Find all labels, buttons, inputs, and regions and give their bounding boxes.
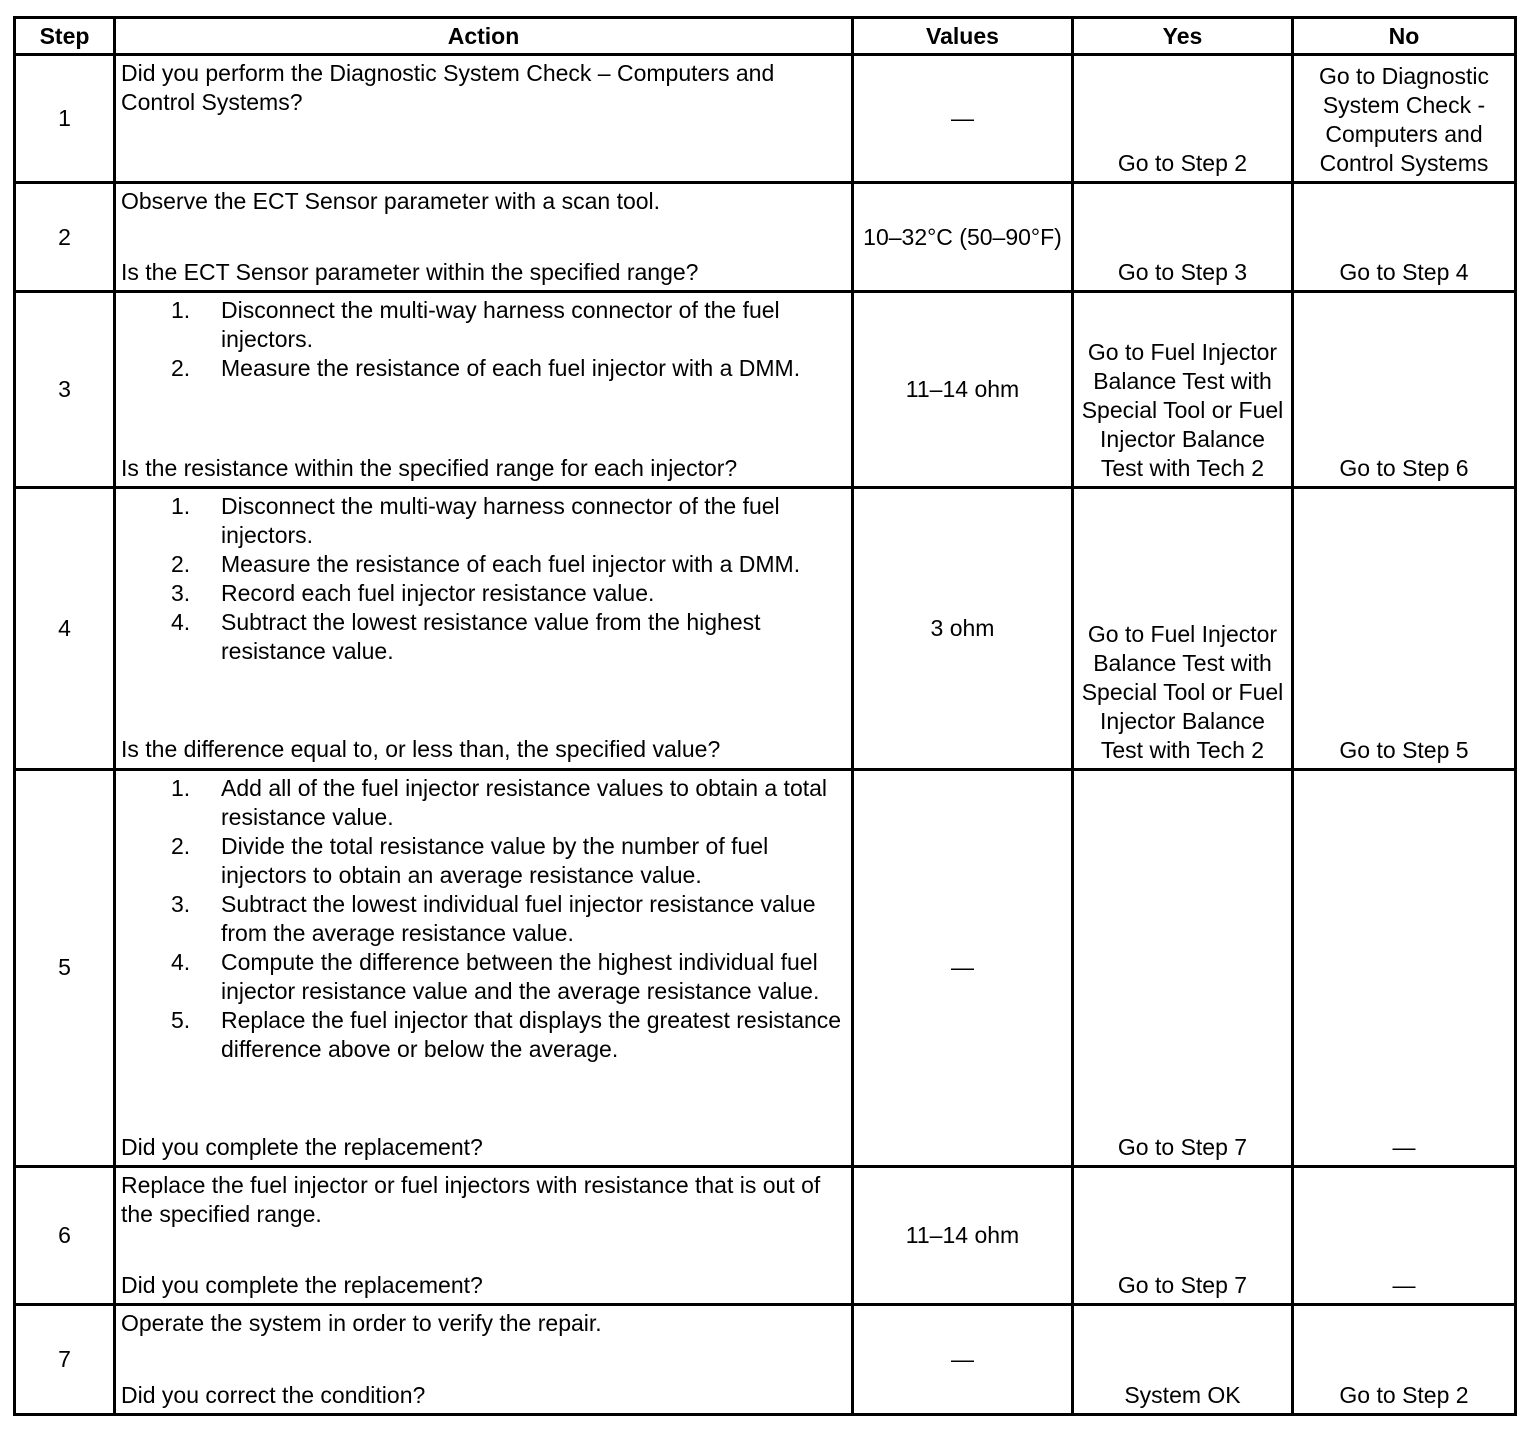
- diagnostic-table: [13, 16, 1517, 1416]
- action-cell: [115, 1166, 853, 1304]
- yes-cell: Go to Step 2: [1073, 55, 1293, 183]
- header-action: Action: [115, 18, 853, 55]
- step-number: 1: [15, 55, 115, 183]
- list-item: 1. Disconnect the multi-way harness connector of the fuel injectors.: [171, 297, 780, 353]
- values-cell: 11–14 ohm: [853, 1166, 1073, 1304]
- list-item: 2. Measure the resistance of each fuel injector with a DMM.: [171, 355, 801, 382]
- action-cell: [115, 183, 853, 292]
- yes-cell: Go to Step 7: [1073, 1166, 1293, 1304]
- no-cell: Go to Step 4: [1293, 183, 1516, 292]
- step-number: 4: [15, 488, 115, 769]
- action-text: Replace the fuel injector or fuel injectors with resistance that is out of the specified range.: [121, 1171, 821, 1227]
- header-row: [15, 18, 1516, 55]
- yes-cell: Go to Fuel Injector Balance Test with Special Tool or Fuel Injector Balance Test with Tech 2: [1073, 292, 1293, 488]
- list-item: 3. Subtract the lowest individual fuel injector resistance value from the average resistance value.: [171, 890, 816, 946]
- action-question: Did you complete the replacement?: [121, 1271, 483, 1298]
- no-cell: Go to Diagnostic System Check - Computers and Control Systems: [1293, 55, 1516, 183]
- list-item: 1. Disconnect the multi-way harness connector of the fuel injectors.: [171, 493, 780, 549]
- action-cell: [115, 55, 853, 183]
- table-row: [15, 769, 1516, 1166]
- list-item: 1. Add all of the fuel injector resistance values to obtain a total resistance value.: [171, 774, 828, 830]
- no-cell: Go to Step 2: [1293, 1304, 1516, 1414]
- header-yes: Yes: [1073, 18, 1293, 55]
- action-cell: [115, 292, 853, 488]
- values-cell: —: [853, 769, 1073, 1166]
- action-steps-list: [121, 774, 846, 1064]
- values-cell: —: [853, 55, 1073, 183]
- yes-cell: Go to Step 3: [1073, 183, 1293, 292]
- list-item: 3. Record each fuel injector resistance value.: [171, 580, 655, 607]
- action-cell: [115, 1304, 853, 1414]
- step-number: 7: [15, 1304, 115, 1414]
- values-cell: 10–32°C (50–90°F): [853, 183, 1073, 292]
- table-row: [15, 488, 1516, 769]
- action-cell: [115, 488, 853, 769]
- list-item: 4. Subtract the lowest resistance value from the highest resistance value.: [171, 609, 761, 665]
- action-cell: [115, 769, 853, 1166]
- header-no: No: [1293, 18, 1516, 55]
- list-item: 2. Divide the total resistance value by the number of fuel injectors to obtain an average resistance value.: [171, 832, 769, 888]
- action-question: Is the resistance within the specified range for each injector?: [121, 455, 738, 482]
- list-item: 2. Measure the resistance of each fuel injector with a DMM.: [171, 551, 801, 578]
- yes-cell: Go to Fuel Injector Balance Test with Special Tool or Fuel Injector Balance Test with Tech 2: [1073, 488, 1293, 769]
- action-steps-list: [121, 296, 846, 383]
- action-question: Did you complete the replacement?: [121, 1133, 483, 1160]
- table-row: [15, 183, 1516, 292]
- step-number: 3: [15, 292, 115, 488]
- action-steps-list: [121, 492, 846, 666]
- yes-cell: Go to Step 7: [1073, 769, 1293, 1166]
- step-number: 5: [15, 769, 115, 1166]
- no-cell: —: [1293, 1166, 1516, 1304]
- values-cell: 11–14 ohm: [853, 292, 1073, 488]
- yes-cell: System OK: [1073, 1304, 1293, 1414]
- action-question: Is the ECT Sensor parameter within the specified range?: [121, 259, 699, 286]
- step-number: 6: [15, 1166, 115, 1304]
- table-row: [15, 1166, 1516, 1304]
- header-step: Step: [15, 18, 115, 55]
- header-values: Values: [853, 18, 1073, 55]
- list-item: 4. Compute the difference between the highest individual fuel injector resistance value and the average resistance value.: [171, 948, 820, 1004]
- no-cell: —: [1293, 769, 1516, 1166]
- values-cell: —: [853, 1304, 1073, 1414]
- action-question: Is the difference equal to, or less than, the specified value?: [121, 736, 721, 763]
- values-cell: 3 ohm: [853, 488, 1073, 769]
- no-cell: Go to Step 5: [1293, 488, 1516, 769]
- no-cell: Go to Step 6: [1293, 292, 1516, 488]
- table-row: [15, 292, 1516, 488]
- step-number: 2: [15, 183, 115, 292]
- action-text: Did you perform the Diagnostic System Check – Computers and Control Systems?: [121, 60, 775, 115]
- action-question: Did you correct the condition?: [121, 1381, 426, 1408]
- table-row: [15, 55, 1516, 183]
- table-row: [15, 1304, 1516, 1414]
- list-item: 5. Replace the fuel injector that displays the greatest resistance difference above or below the average.: [171, 1006, 842, 1062]
- action-text: Operate the system in order to verify the repair.: [121, 1309, 602, 1336]
- action-text: Observe the ECT Sensor parameter with a scan tool.: [121, 188, 661, 215]
